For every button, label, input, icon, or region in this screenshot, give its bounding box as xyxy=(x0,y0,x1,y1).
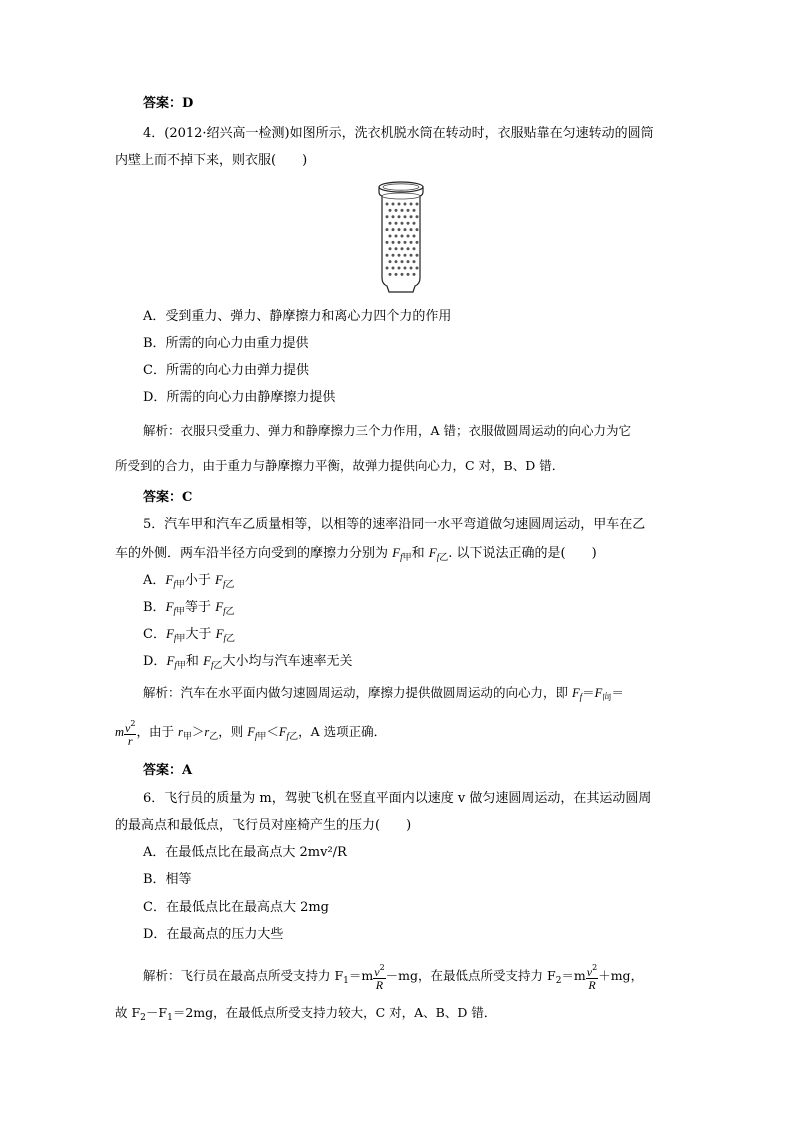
drum-hole xyxy=(410,215,413,218)
drum-hole xyxy=(410,203,413,206)
spin-dryer-drum-figure xyxy=(373,180,429,296)
q4-analysis-line1: 解析：衣服只受重力、弹力和静摩擦力三个力作用，A 错；衣服做圆周运动的向心力为它 xyxy=(143,423,632,438)
drum-hole xyxy=(392,267,395,270)
q4-analysis-line2: 所受到的合力，由于重力与静摩擦力平衡，故弹力提供向心力，C 对，B、D 错． xyxy=(115,458,565,473)
drum-hole xyxy=(401,235,404,238)
q4-stem-line2: 内壁上而不掉下来，则衣服( ) xyxy=(115,153,308,168)
drum-hole xyxy=(386,215,389,218)
drum-hole xyxy=(404,215,407,218)
drum-hole xyxy=(395,209,398,212)
drum-hole xyxy=(413,235,416,238)
answer-3: 答案：D xyxy=(143,96,194,111)
drum-hole xyxy=(401,260,404,263)
drum-hole xyxy=(407,273,410,276)
drum-hole xyxy=(404,241,407,244)
drum-hole xyxy=(386,228,389,231)
drum-hole xyxy=(392,215,395,218)
q4-option-a: A．受到重力、弹力、静摩擦力和离心力四个力的作用 xyxy=(143,309,452,324)
drum-hole xyxy=(404,254,407,257)
drum-hole xyxy=(398,267,401,270)
q6-analysis-line1: 解析：飞行员在最高点所受支持力 $F_1=m$ $\frac{v^2}{R}$ －mg，在最低点所受支持力 $F_2=m$ $\frac{v^2}{R}$ ＋mg， xyxy=(143,963,644,992)
q5-analysis-line1: 解析：汽车在水平面内做匀速圆周运动，摩擦力提供做圆周运动的向心力，即 $F_f=F_向=$ xyxy=(143,685,624,703)
drum-hole xyxy=(395,273,398,276)
q5-option-a: A．$F_{f甲}$小于 $F_{f乙}$ xyxy=(143,572,235,590)
q5-option-b: B．$F_{f甲}$等于 $F_{f乙}$ xyxy=(143,599,235,617)
drum-hole xyxy=(392,241,395,244)
drum-hole xyxy=(386,241,389,244)
drum-hole xyxy=(410,267,413,270)
q4-stem-line1: 4．(2012·绍兴高一检测)如图所示，洗衣机脱水筒在转动时，衣服贴靠在匀速转动的圆筒 xyxy=(143,126,654,141)
drum-hole xyxy=(398,254,401,257)
q6-option-c: C．在最低点比在最高点大 2mg xyxy=(143,900,329,915)
drum-hole xyxy=(389,235,392,238)
q4-answer: 答案：C xyxy=(143,490,193,505)
drum-hole xyxy=(410,254,413,257)
q6-stem-line1: 6．飞行员的质量为 m，驾驶飞机在竖直平面内以速度 v 做匀速圆周运动，在其运动圆周 xyxy=(143,791,652,806)
q4-option-d: D．所需的向心力由静摩擦力提供 xyxy=(143,390,336,405)
drum-hole xyxy=(392,203,395,206)
drum-hole xyxy=(401,273,404,276)
drum-hole xyxy=(395,260,398,263)
drum-hole xyxy=(401,247,404,250)
drum-hole xyxy=(398,203,401,206)
drum-hole xyxy=(392,228,395,231)
drum-hole xyxy=(389,260,392,263)
drum-hole xyxy=(386,254,389,257)
q4-option-c: C．所需的向心力由弹力提供 xyxy=(143,363,309,378)
drum-hole xyxy=(404,267,407,270)
q5-stem-line1: 5．汽车甲和汽车乙质量相等，以相等的速率沿同一水平弯道做匀速圆周运动，甲车在乙 xyxy=(143,517,646,532)
drum-hole xyxy=(413,222,416,225)
drum-hole xyxy=(410,241,413,244)
drum-hole xyxy=(416,215,419,218)
drum-hole xyxy=(389,209,392,212)
q6-option-d: D．在最高点的压力大些 xyxy=(143,927,284,942)
drum-hole xyxy=(389,222,392,225)
drum-hole xyxy=(398,228,401,231)
drum-hole xyxy=(395,222,398,225)
q4-option-b: B．所需的向心力由重力提供 xyxy=(143,336,309,351)
drum-hole xyxy=(413,209,416,212)
q6-analysis-line2: 故 $F_2-F_1=2mg$，在最低点所受支持力较大，C 对，A、B、D 错． xyxy=(115,1005,497,1023)
q5-option-d: D．$F_{f甲}$和 $F_{f乙}$大小均与汽车速率无关 xyxy=(143,653,353,671)
q5-stem-line2: 车的外侧．两车沿半径方向受到的摩擦力分别为 $F_{f甲}$和 $F_{f乙}$. 以下说法正确的是( ) xyxy=(115,545,597,563)
drum-hole xyxy=(395,235,398,238)
drum-hole xyxy=(392,254,395,257)
q5-option-c: C．$F_{f甲}$大于 $F_{f乙}$ xyxy=(143,626,236,644)
drum-hole xyxy=(413,247,416,250)
drum-hole xyxy=(401,222,404,225)
drum-hole xyxy=(386,267,389,270)
q6-option-b: B．相等 xyxy=(143,872,192,887)
drum-hole xyxy=(401,209,404,212)
q6-stem-line2: 的最高点和最低点，飞行员对座椅产生的压力( ) xyxy=(115,818,412,833)
drum-hole xyxy=(398,241,401,244)
drum-hole xyxy=(389,273,392,276)
drum-hole xyxy=(416,254,419,257)
drum-hole xyxy=(407,222,410,225)
drum-hole xyxy=(413,273,416,276)
drum-hole xyxy=(404,203,407,206)
drum-hole xyxy=(410,228,413,231)
drum-hole xyxy=(413,260,416,263)
drum-hole xyxy=(416,203,419,206)
drum-hole xyxy=(407,247,410,250)
drum-hole xyxy=(416,241,419,244)
drum-hole xyxy=(389,247,392,250)
q6-option-a: A．在最低点比在最高点大 2mv²/R xyxy=(143,845,347,860)
drum-hole xyxy=(416,267,419,270)
drum-hole xyxy=(395,247,398,250)
q5-analysis-line2: m $\frac{v^2}{r}$ ，由于 $r_甲>r_乙$，则 $F_{f甲}<F_{f乙}$，A 选项正确． xyxy=(115,719,387,748)
drum-hole xyxy=(407,235,410,238)
drum-hole xyxy=(416,228,419,231)
drum-hole xyxy=(398,215,401,218)
drum-hole xyxy=(407,209,410,212)
q5-answer: 答案：A xyxy=(143,763,193,778)
drum-hole xyxy=(404,228,407,231)
drum-hole xyxy=(386,203,389,206)
drum-hole xyxy=(407,260,410,263)
